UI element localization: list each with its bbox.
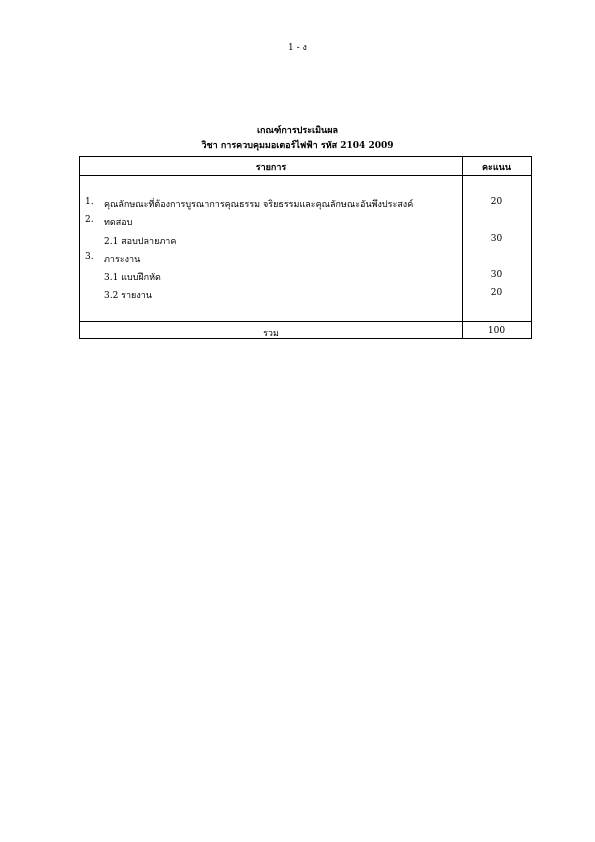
- row-label: ทดสอบ: [104, 218, 133, 228]
- total-label: รวม: [263, 329, 279, 339]
- row-label: 3.1 แบบฝึกหัด: [104, 273, 161, 283]
- table-total-row: [80, 321, 531, 340]
- row-label: คุณลักษณะที่ต้องการบูรณาการคุณธรรม จริยธรรมและคุณลักษณะอันพึงประสงค์: [104, 200, 414, 210]
- title-line-2: วิชา การควบคุมมอเตอร์ไฟฟ้า รหัส 2104 2009: [201, 141, 394, 151]
- total-score: 100: [487, 326, 506, 336]
- table-row: [80, 197, 531, 213]
- row-number: 3.: [85, 252, 94, 262]
- table-row: [80, 215, 531, 231]
- row-score: 30: [490, 270, 503, 280]
- evaluation-table: [79, 156, 532, 339]
- header-item: รายการ: [255, 163, 287, 173]
- row-score: 30: [490, 234, 503, 244]
- page-number: 1 - ง: [288, 43, 307, 53]
- row-number: 1.: [85, 197, 94, 207]
- table-row: [80, 288, 531, 304]
- table-row: [80, 234, 531, 250]
- row-label: 3.2 รายงาน: [104, 291, 152, 301]
- row-score: 20: [490, 197, 503, 207]
- table-row: [80, 270, 531, 286]
- title-line-1: เกณฑ์การประเมินผล: [256, 126, 338, 136]
- document-title: [0, 124, 595, 154]
- row-label: ภาระงาน: [104, 255, 141, 265]
- row-label: 2.1 สอบปลายภาค: [104, 237, 177, 247]
- row-number: 2.: [85, 215, 94, 225]
- table-header-row: [80, 157, 531, 176]
- table-row: [80, 252, 531, 268]
- row-score: 20: [490, 288, 503, 298]
- header-score: คะแนน: [482, 163, 511, 173]
